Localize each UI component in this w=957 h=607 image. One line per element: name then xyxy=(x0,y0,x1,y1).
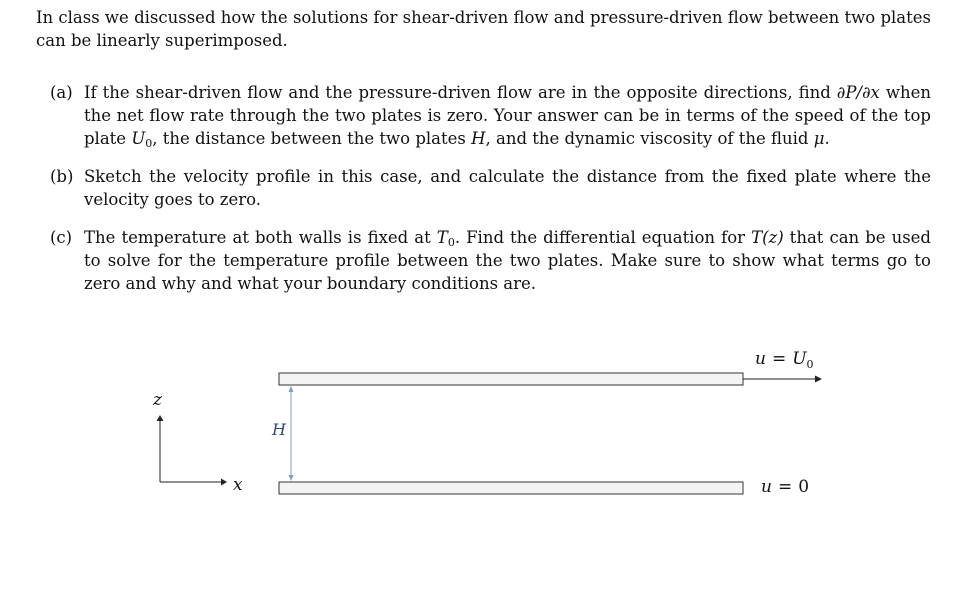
gap-dimension-arrow-bottom xyxy=(289,475,294,481)
part-b-label: (b) xyxy=(50,167,74,186)
part-a-math-u0-base: U xyxy=(131,129,146,148)
part-c-math-tz: T(z) xyxy=(751,228,784,247)
top-label-val: U xyxy=(792,349,807,369)
part-a-math-u0-sub: 0 xyxy=(145,137,153,150)
part-a-math-dpdx: ∂P/∂x xyxy=(836,83,880,102)
x-axis-arrowhead xyxy=(221,479,227,486)
part-a-math-h: H xyxy=(471,129,486,148)
bottom-label-eq: = xyxy=(777,477,793,497)
part-b-text-1: Sketch the velocity profile in this case, and calculate the distance from the fixed plate where the velocity goes to zero. xyxy=(84,167,931,209)
part-c-label: (c) xyxy=(50,228,73,247)
part-c-text-1: The temperature at both walls is fixed at xyxy=(84,228,437,247)
top-label-eq: = xyxy=(771,349,787,369)
gap-dimension-arrow-top xyxy=(289,386,294,392)
bottom-plate-velocity-label xyxy=(761,477,809,497)
part-a-label: (a) xyxy=(50,83,73,102)
part-a-text-1: If the shear-driven flow and the pressure-driven flow are in the opposite directions, find xyxy=(84,83,837,102)
part-a-text-2: when the net flow rate through the two plates is zero. Your answer can be in terms of the speed of the top plate xyxy=(84,83,931,148)
part-c-math-t0-base: T xyxy=(436,228,448,247)
gap-label: H xyxy=(272,420,286,439)
x-axis-label: x xyxy=(233,475,243,495)
top-plate xyxy=(279,373,743,385)
top-label-sub: 0 xyxy=(806,358,814,371)
part-a-text-4: , and the dynamic viscosity of the fluid xyxy=(485,129,814,148)
problem-intro: In class we discussed how the solutions for shear-driven flow and pressure-driven flow between two plates can be linearly superimposed. xyxy=(36,8,931,50)
part-a-math-mu: μ xyxy=(813,129,825,148)
bottom-label-val: 0 xyxy=(798,477,810,497)
top-plate-velocity-arrowhead xyxy=(815,376,822,383)
part-c-math-t0-sub: 0 xyxy=(447,236,455,249)
part-c-text-3: that can be used to solve for the temperature profile between the two plates. Make sure to show what terms go to zero and why and what your boundary conditions are. xyxy=(84,228,931,293)
part-a-text-5: . xyxy=(824,129,830,148)
bottom-label-var: u xyxy=(761,477,772,497)
top-label-var: u xyxy=(755,349,766,369)
z-axis-arrowhead xyxy=(157,415,164,421)
part-a-text-3: , the distance between the two plates xyxy=(152,129,472,148)
z-axis-label: z xyxy=(153,390,162,410)
bottom-plate xyxy=(279,482,743,494)
top-plate-velocity-label xyxy=(755,349,814,371)
part-c-text-2: . Find the differential equation for xyxy=(454,228,752,247)
